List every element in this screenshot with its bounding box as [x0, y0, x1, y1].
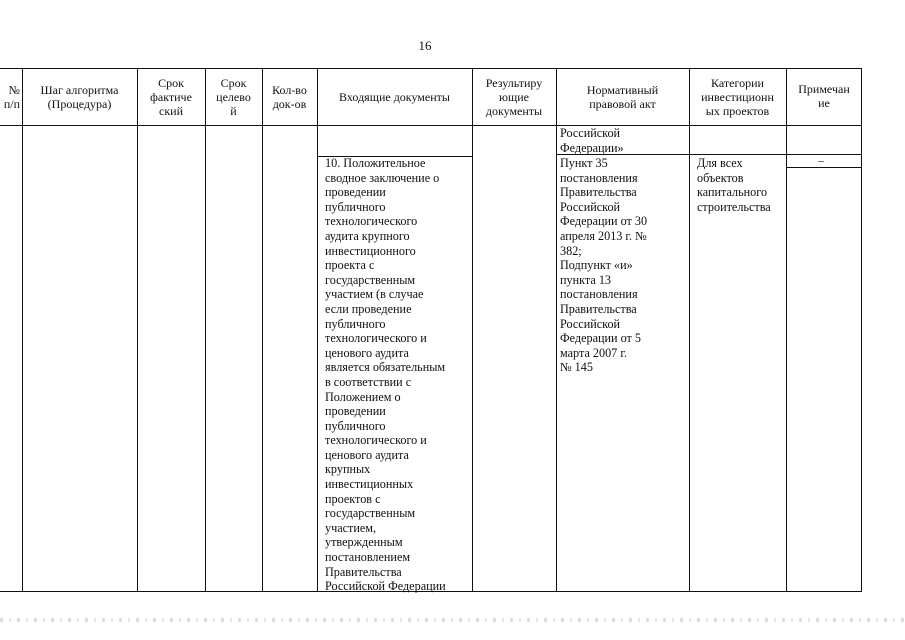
header-number-line2: п/п — [3, 96, 20, 111]
col-border-6 — [472, 68, 473, 592]
header-notes-line2: ие — [818, 96, 830, 110]
header-legal-line2: правовой акт — [589, 96, 656, 111]
col-border-10 — [861, 68, 862, 592]
header-result-line2: ющие — [499, 90, 529, 104]
header-target-line3: й — [230, 103, 237, 118]
header-step-line1: Шаг алгоритма — [40, 82, 119, 97]
header-doc-count — [262, 68, 317, 125]
header-number-line1: № — [8, 82, 20, 97]
note-10: – — [818, 153, 824, 167]
header-target-term — [205, 68, 262, 125]
header-bottom-border — [0, 125, 862, 126]
header-cat-line2: инвестиционн — [701, 89, 774, 104]
header-legal-line1: Нормативный — [586, 82, 659, 97]
col-border-8 — [689, 68, 690, 592]
header-number — [0, 68, 22, 125]
header-result-line3: документы — [485, 104, 543, 118]
header-result-line1: Результиру — [485, 76, 543, 90]
category-10: Для всех объектов капитального строительства — [697, 156, 771, 214]
col-border-9 — [786, 68, 787, 592]
header-count-line2: док-ов — [272, 96, 307, 111]
header-notes — [786, 68, 862, 125]
col-border-4 — [262, 68, 263, 592]
header-actual-line1: Срок — [158, 75, 184, 90]
header-incoming-docs — [317, 68, 472, 125]
row-divider-categories — [689, 154, 786, 155]
legal-act-continued: Российской Федерации» — [560, 126, 624, 155]
header-legal-act — [556, 68, 689, 125]
header-result-docs — [472, 68, 556, 125]
algorithm-table — [0, 68, 862, 592]
scan-artifact-line — [0, 618, 905, 622]
header-incoming-line1: Входящие документы — [339, 89, 450, 104]
header-step-line2: (Процедура) — [47, 96, 112, 111]
col-border-7 — [556, 68, 557, 592]
notes-subline — [786, 167, 862, 168]
row-divider-notes — [786, 154, 862, 155]
header-cat-line3: ых проектов — [705, 103, 770, 118]
header-target-line2: целево — [216, 89, 251, 104]
incoming-doc-10: 10. Положительное сводное заключение о проведении публичного технологического аудита крупного инвестиционного проекта с государственным участием (в случае если проведение публичного технологического и ценового аудита является обязательным в соответствии с Положением о проведении публичного технологического и ценового аудита крупных инвестиционных проектов с государственным участием, утвержденным постановлением Правительства Российской Федерации — [325, 156, 446, 594]
header-notes-line1: Примечан — [798, 82, 850, 96]
legal-act-10: Пункт 35 постановления Правительства Российской Федерации от 30 апреля 2013 г. № 382; Подпункт «и» пункта 13 постановления Правительства Российской Федерации от 5 марта 2007 г. № 145 — [560, 156, 648, 375]
col-border-5 — [317, 68, 318, 592]
header-target-line1: Срок — [220, 75, 247, 90]
header-cat-line1: Категории — [711, 75, 764, 90]
header-actual-line2: фактиче — [150, 89, 192, 104]
page-number: 16 — [418, 38, 432, 53]
header-step — [22, 68, 137, 125]
col-border-1 — [22, 68, 23, 592]
header-actual-term — [137, 68, 205, 125]
col-border-3 — [205, 68, 206, 592]
header-count-line1: Кол-во — [272, 82, 307, 97]
header-categories — [689, 68, 786, 125]
col-border-2 — [137, 68, 138, 592]
header-actual-line3: ский — [159, 103, 183, 118]
